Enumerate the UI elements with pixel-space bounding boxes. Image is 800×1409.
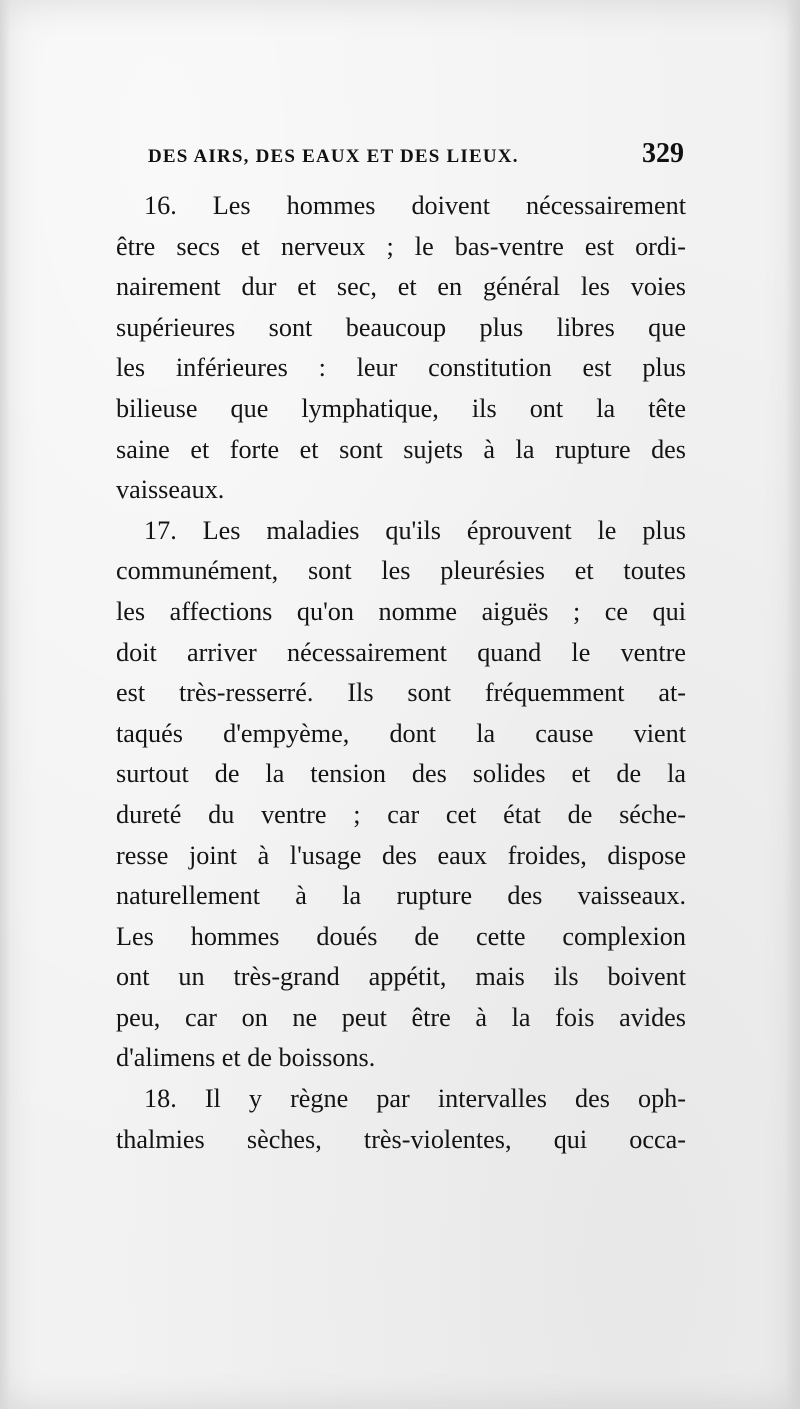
text-line: bilieuse que lymphatique, ils ont la tête [116, 393, 686, 423]
text-line: est très-resserré. Ils sont fréquemment at- [116, 678, 686, 708]
text-line: communément, sont les pleurésies et toutes [116, 556, 686, 586]
text-line: taqués d'empyème, dont la cause vient [116, 718, 686, 748]
text-line: vaisseaux. [116, 475, 225, 505]
text-line: les affections qu'on nomme aiguës ; ce qui [116, 596, 686, 626]
body-text [116, 186, 686, 1160]
text-line: ont un très-grand appétit, mais ils boivent [116, 962, 686, 992]
text-line: 16. Les hommes doivent nécessairement [144, 191, 686, 220]
text-line: être secs et nerveux ; le bas-ventre est ordi- [116, 231, 686, 261]
text-line: 18. Il y règne par intervalles des oph- [144, 1084, 686, 1114]
text-line: les inférieures : leur constitution est plus [116, 353, 686, 383]
text-line: doit arriver nécessairement quand le ventre [116, 637, 686, 667]
running-title: DES AIRS, DES EAUX ET DES LIEUX. [148, 146, 519, 167]
text-line: surtout de la tension des solides et de la [116, 759, 686, 789]
text-line: naturellement à la rupture des vaisseaux. [116, 881, 686, 911]
text-line: saine et forte et sont sujets à la rupture des [116, 434, 686, 464]
text-line: peu, car on ne peut être à la fois avides [116, 1002, 686, 1032]
page-header [148, 138, 688, 178]
text-line: Les hommes doués de cette complexion [116, 921, 686, 951]
text-line: 17. Les maladies qu'ils éprouvent le plus [144, 515, 686, 545]
text-line: dureté du ventre ; car cet état de séche- [116, 799, 686, 829]
page-left-edge [0, 0, 10, 1409]
text-line: thalmies sèches, très-violentes, qui occa- [116, 1124, 686, 1154]
text-line: d'alimens et de boissons. [116, 1043, 376, 1073]
text-line: supérieures sont beaucoup plus libres que [116, 312, 686, 342]
text-line: resse joint à l'usage des eaux froides, dispose [116, 840, 686, 870]
page-right-edge [786, 0, 800, 1409]
page-number: 329 [642, 138, 684, 169]
text-line: nairement dur et sec, et en général les voies [116, 272, 686, 302]
